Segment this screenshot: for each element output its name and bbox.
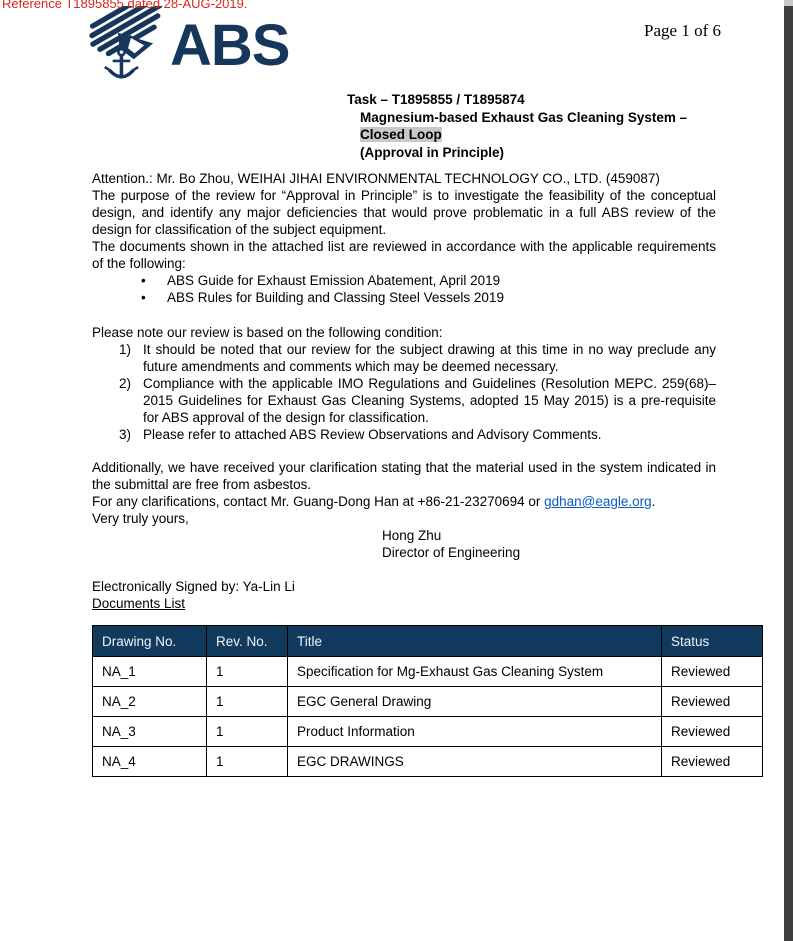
column-header-title: Title xyxy=(288,626,662,657)
cell-status: Reviewed xyxy=(662,747,763,777)
cell-status: Reviewed xyxy=(662,657,763,687)
task-system-type xyxy=(360,126,687,144)
clarifications-paragraph xyxy=(92,493,716,510)
signer-name: Hong Zhu xyxy=(382,528,442,543)
table-row xyxy=(93,657,763,687)
cell-drawing-no: NA_2 xyxy=(93,687,207,717)
documents-table xyxy=(92,625,763,777)
attention-line: Attention.: Mr. Bo Zhou, WEIHAI JIHAI ENVIRONMENTAL TECHNOLOGY CO., LTD. (459087) xyxy=(92,171,660,186)
cell-drawing-no: NA_3 xyxy=(93,717,207,747)
electronic-signature-line: Electronically Signed by: Ya-Lin Li xyxy=(92,579,295,594)
reference-line: Reference T1895855 dated 28-AUG-2019. xyxy=(2,0,248,11)
closed-loop-highlight: Closed Loop xyxy=(360,127,442,142)
table-row xyxy=(93,717,763,747)
documents-list-heading: Documents List xyxy=(92,596,186,611)
closing-line: Very truly yours, xyxy=(92,511,189,526)
scrollbar-thumb[interactable] xyxy=(784,0,793,6)
task-approval-type: (Approval in Principle) xyxy=(360,144,505,160)
table-row xyxy=(93,687,763,717)
condition-text: Please refer to attached ABS Review Observations and Advisory Comments. xyxy=(143,427,602,442)
list-number: 2) xyxy=(119,376,132,391)
signer-title: Director of Engineering xyxy=(382,545,521,560)
list-item xyxy=(92,289,716,306)
table-row xyxy=(93,747,763,777)
cell-rev-no: 1 xyxy=(207,657,288,687)
asbestos-paragraph: Additionally, we have received your clarification stating that the material used in the system indicated in the submittal are free from asbestos. xyxy=(92,460,716,492)
cell-rev-no: 1 xyxy=(207,687,288,717)
list-item xyxy=(92,375,716,426)
cell-status: Reviewed xyxy=(662,717,763,747)
task-number: Task – T1895855 / T1895874 xyxy=(347,92,525,107)
scrollbar-track[interactable] xyxy=(784,0,793,941)
bullet-text: ABS Rules for Building and Classing Steel Vessels 2019 xyxy=(167,290,504,305)
condition-text: Compliance with the applicable IMO Regulations and Guidelines (Resolution MEPC. 259(68)– 2015 Guidelines for Exhaust Gas Cleaning Systems, adopted 15 May 2015) is a pre-requisite for ABS approval of the design for classification. xyxy=(143,376,716,425)
clarification-period: . xyxy=(651,494,656,509)
purpose-paragraph: The purpose of the review for “Approval in Principle” is to investigate the feasibility of the conceptual design, and identify any major deficiencies that would prove problematic in a full ABS review of the design for classification of the subject equipment. xyxy=(92,188,716,237)
cell-drawing-no: NA_1 xyxy=(93,657,207,687)
cell-rev-no: 1 xyxy=(207,747,288,777)
cell-title: EGC DRAWINGS xyxy=(288,747,662,777)
conditions-numbered-list xyxy=(92,341,716,443)
column-header-drawing-no: Drawing No. xyxy=(93,626,207,657)
task-title-block xyxy=(347,91,687,161)
cell-status: Reviewed xyxy=(662,687,763,717)
list-number: 1) xyxy=(119,342,132,357)
cell-title: EGC General Drawing xyxy=(288,687,662,717)
abs-logo-text: ABS xyxy=(170,13,290,78)
bullet-text: ABS Guide for Exhaust Emission Abatement, April 2019 xyxy=(167,273,501,288)
clarification-text: For any clarifications, contact Mr. Guang-Dong Han at +86-21-23270694 or xyxy=(92,494,545,509)
rules-bullet-list xyxy=(92,272,716,306)
abs-eagle-anchor-icon xyxy=(88,6,176,86)
cell-drawing-no: NA_4 xyxy=(93,747,207,777)
contact-email-link[interactable]: gdhan@eagle.org xyxy=(544,494,652,509)
condition-text: It should be noted that our review for the subject drawing at this time in no way preclude any future amendments and comments which may be deemed necessary. xyxy=(143,342,716,374)
list-item xyxy=(92,341,716,375)
list-item xyxy=(92,272,716,289)
abs-logo xyxy=(88,6,289,86)
condition-intro: Please note our review is based on the following condition: xyxy=(92,325,443,340)
documents-paragraph: The documents shown in the attached list are reviewed in accordance with the applicable requirements of the following: xyxy=(92,239,716,271)
column-header-rev-no: Rev. No. xyxy=(207,626,288,657)
list-item xyxy=(92,426,716,443)
bullet-icon: • xyxy=(141,273,146,288)
letter-body xyxy=(92,170,731,777)
table-header-row xyxy=(93,626,763,657)
page-number: Page 1 of 6 xyxy=(644,21,721,40)
task-system-name: Magnesium-based Exhaust Gas Cleaning System – xyxy=(360,109,688,125)
cell-title: Specification for Mg-Exhaust Gas Cleaning System xyxy=(288,657,662,687)
column-header-status: Status xyxy=(662,626,763,657)
cell-rev-no: 1 xyxy=(207,717,288,747)
signer-block xyxy=(382,527,716,561)
list-number: 3) xyxy=(119,427,132,442)
bullet-icon: • xyxy=(141,290,146,305)
cell-title: Product Information xyxy=(288,717,662,747)
